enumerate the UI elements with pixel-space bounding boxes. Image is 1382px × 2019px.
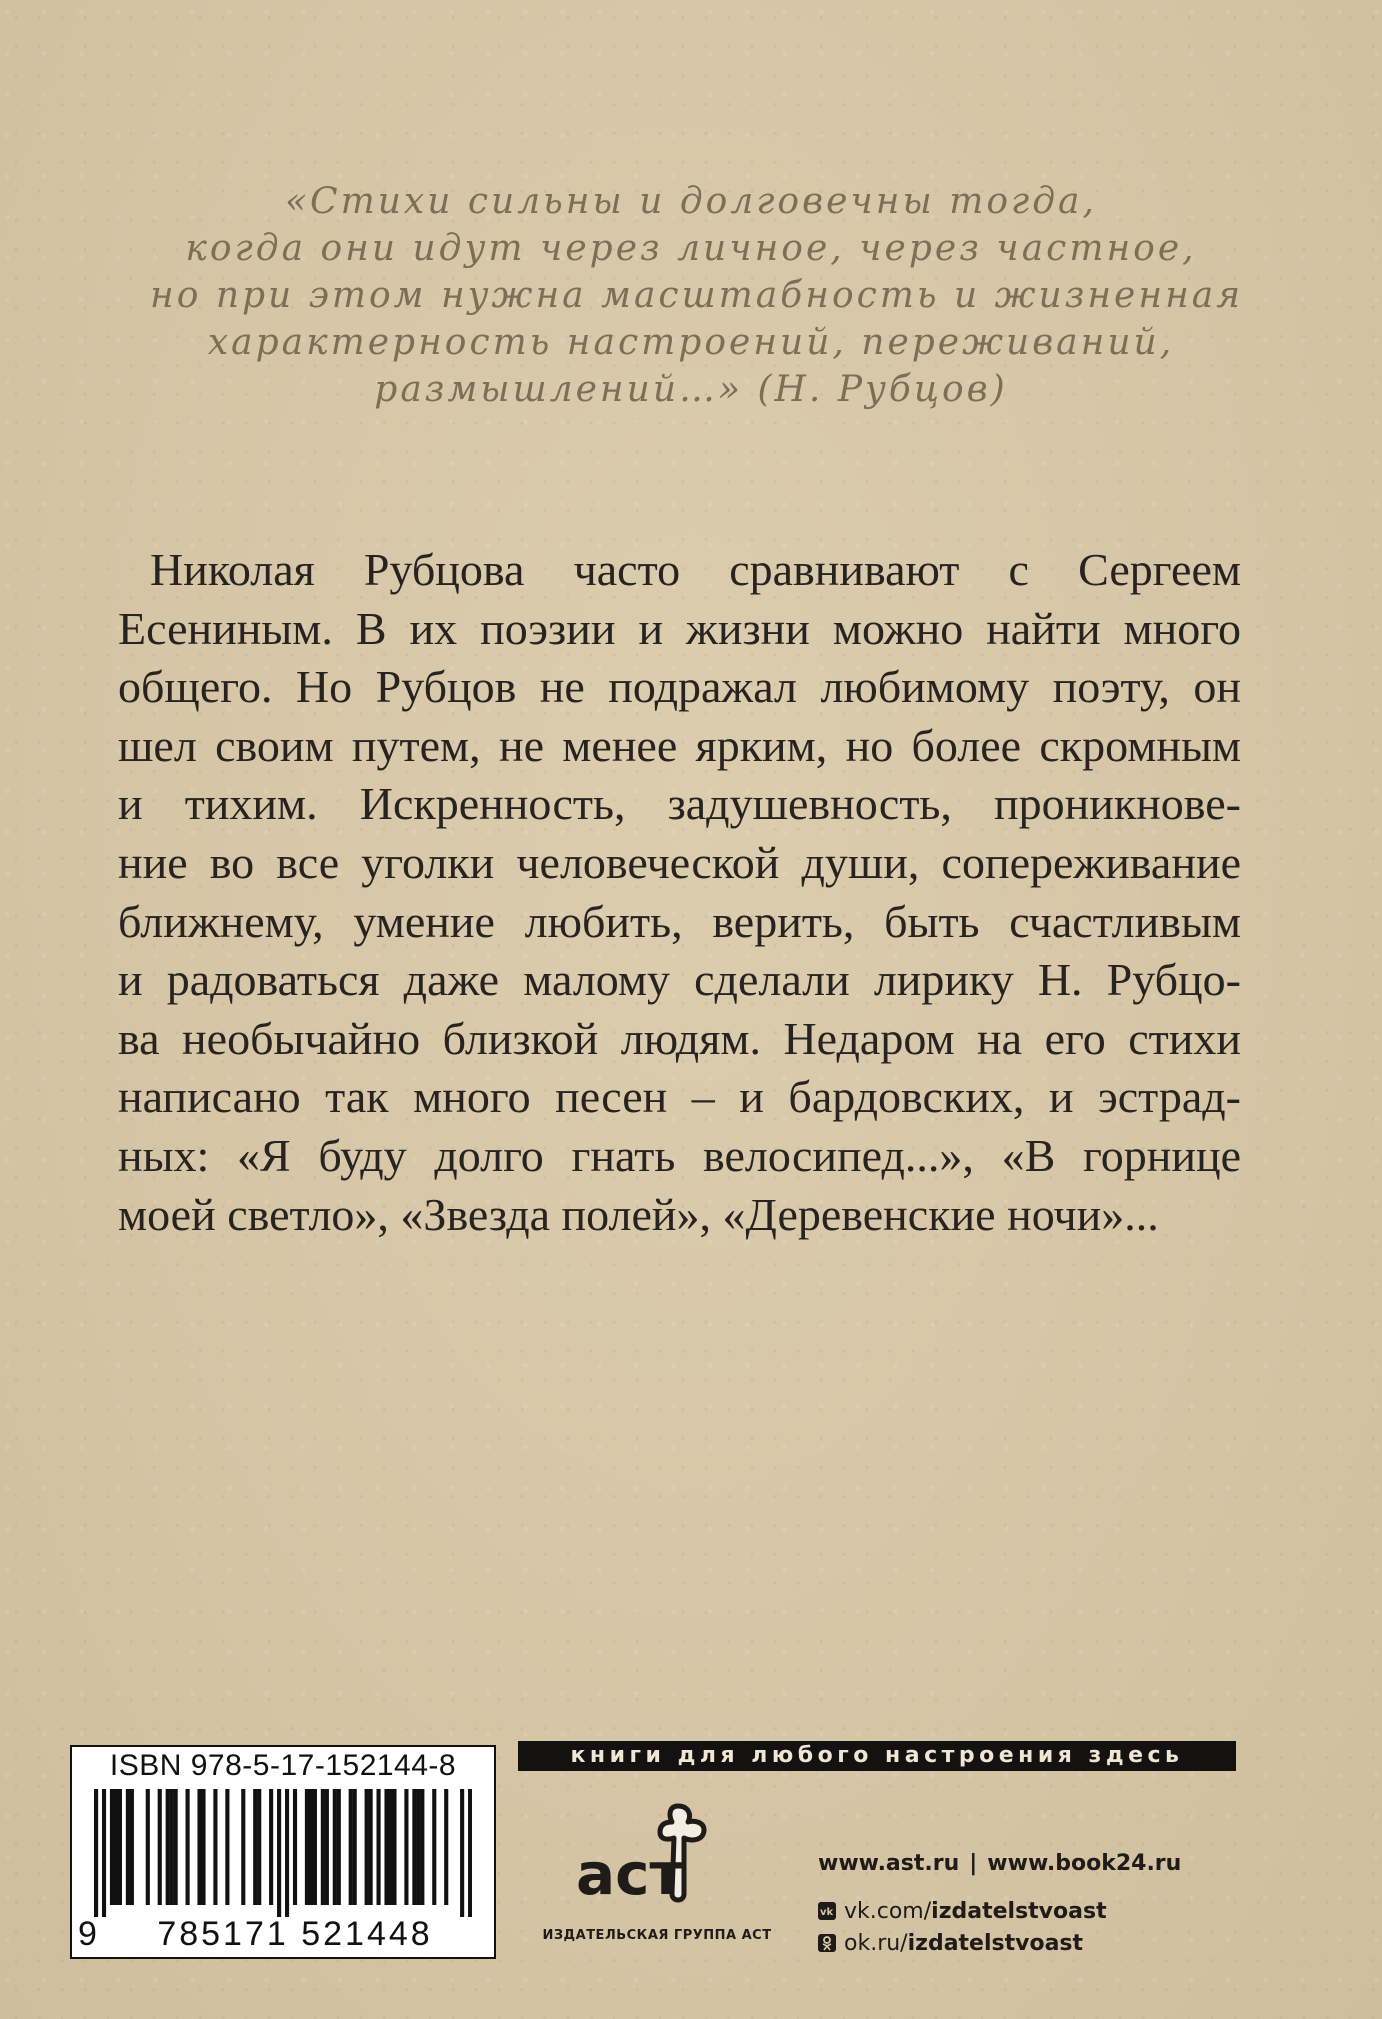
barcode-bar xyxy=(186,1789,190,1905)
annotation-line: моей светло», «Звезда полей», «Деревенские ночи»... xyxy=(118,1188,1159,1240)
logo-wordmark: аст xyxy=(576,1840,684,1908)
barcode-bar xyxy=(174,1789,178,1905)
barcode-bar xyxy=(420,1789,424,1905)
annotation-line: Николая Рубцова часто сравнивают с Сергеем xyxy=(150,544,1241,595)
barcode-bar xyxy=(269,1789,273,1905)
barcode-bar xyxy=(257,1789,261,1905)
barcode-bar xyxy=(166,1789,170,1905)
annotation-line: написано так много песен – и бардовских, и эстрад- xyxy=(118,1071,1241,1123)
barcode-bar xyxy=(349,1789,353,1905)
isbn-number: ISBN 978-5-17-152144-8 xyxy=(109,1749,457,1782)
barcode-bar xyxy=(468,1789,472,1917)
link-vk[interactable] xyxy=(818,1895,1181,1927)
barcode-bar xyxy=(325,1789,329,1905)
annotation-line: и радоваться даже малому сделали лирику Н. Рубцо- xyxy=(118,954,1241,1006)
annotation-line: шел своим путем, не менее ярким, но более скромным xyxy=(118,719,1241,771)
quote-line: но при этом нужна масштабность и жизненная xyxy=(150,275,1244,316)
barcode-bar xyxy=(158,1789,162,1905)
barcode-bar xyxy=(333,1789,337,1905)
vk-link-prefix: vk.com/ xyxy=(844,1898,932,1924)
barcode-bar xyxy=(277,1789,281,1917)
vk-icon xyxy=(818,1902,836,1920)
barcode-bar xyxy=(253,1789,257,1905)
barcode-bar xyxy=(213,1789,217,1905)
ok-link-name: izdatelstvoast xyxy=(907,1930,1084,1956)
barcode-bars xyxy=(94,1789,472,1917)
barcode-bar xyxy=(416,1789,420,1905)
barcode-lead-digit: 9 xyxy=(78,1915,100,1953)
barcode-bar xyxy=(337,1789,341,1905)
barcode-bar xyxy=(293,1789,297,1905)
barcode-bar xyxy=(369,1789,373,1905)
barcode-bar xyxy=(309,1789,313,1905)
odnoklassniki-icon xyxy=(818,1934,836,1952)
barcode-bar xyxy=(201,1789,205,1905)
barcode-bar xyxy=(432,1789,436,1905)
barcode-bar xyxy=(377,1789,381,1905)
epigraph-quote xyxy=(150,178,1244,413)
barcode-bar xyxy=(197,1789,201,1905)
barcode-digits xyxy=(72,1915,494,1954)
link-ok[interactable] xyxy=(818,1927,1181,1959)
barcode-bar xyxy=(412,1789,416,1905)
barcode-bar xyxy=(460,1789,464,1917)
annotation-line: ние во все уголки человеческой души, сопереживание xyxy=(118,836,1241,888)
link-book24-site[interactable]: www.book24.ru xyxy=(987,1850,1182,1876)
barcode-digit-groups: 785171 521448 xyxy=(157,1915,433,1953)
barcode-bar xyxy=(241,1789,245,1905)
links-separator: | xyxy=(969,1850,978,1876)
barcode-bar xyxy=(285,1789,289,1917)
vk-link-name: izdatelstvoast xyxy=(931,1898,1107,1924)
barcode-bar xyxy=(94,1789,98,1917)
ast-logo-icon xyxy=(568,1798,748,1918)
barcode-bar xyxy=(404,1789,408,1905)
barcode-bar xyxy=(225,1789,229,1905)
annotation-line: ближнему, умение любить, верить, быть счастливым xyxy=(118,895,1241,947)
svg-text:vk: vk xyxy=(820,1907,834,1918)
barcode-bar xyxy=(130,1789,134,1905)
quote-line: когда они идут через личное, через частное, xyxy=(185,228,1197,269)
barcode-bar xyxy=(114,1789,118,1905)
annotation-line: общего. Но Рубцов не подражал любимому поэту, он xyxy=(118,661,1241,713)
barcode-bar xyxy=(170,1789,174,1905)
barcode-bar xyxy=(392,1789,396,1905)
publisher-tagline: книги для любого настроения здесь xyxy=(518,1741,1236,1771)
publisher-name: ИЗДАТЕЛЬСКАЯ ГРУППА АСТ xyxy=(542,1928,772,1943)
ok-link-prefix: ok.ru/ xyxy=(844,1930,908,1956)
quote-line: «Стихи сильны и долговечны тогда, xyxy=(285,181,1097,222)
barcode-bar xyxy=(110,1789,114,1905)
barcode-bar xyxy=(146,1789,150,1905)
quote-line: характерность настроений, переживаний, xyxy=(207,322,1175,363)
annotation-line: ва необычайно близкой людям. Недаром на его стихи xyxy=(118,1012,1241,1064)
barcode-bar xyxy=(353,1789,357,1905)
barcode-bar xyxy=(102,1789,106,1917)
barcode-bar xyxy=(321,1789,325,1905)
link-ast-site[interactable]: www.ast.ru xyxy=(818,1850,960,1876)
website-links xyxy=(818,1847,1181,1879)
barcode-bar xyxy=(444,1789,448,1905)
annotation-line: ных: «Я буду долго гнать велосипед...», «В горнице xyxy=(118,1129,1241,1181)
publisher-links xyxy=(818,1847,1181,1959)
barcode-bar xyxy=(126,1789,130,1905)
barcode-bar xyxy=(384,1789,388,1905)
barcode-bar xyxy=(305,1789,309,1905)
annotation-text xyxy=(118,541,1241,1244)
quote-line: размышлений…» (Н. Рубцов) xyxy=(374,369,1008,410)
isbn-barcode xyxy=(70,1745,496,1959)
barcode-bar xyxy=(365,1789,369,1905)
barcode-bar xyxy=(388,1789,392,1905)
annotation-line: Есениным. В их поэзии и жизни можно найти много xyxy=(118,602,1241,654)
barcode-bar xyxy=(313,1789,317,1905)
annotation-line: и тихим. Искренность, задушевность, проникнове- xyxy=(118,778,1241,830)
barcode-bar xyxy=(118,1789,122,1905)
